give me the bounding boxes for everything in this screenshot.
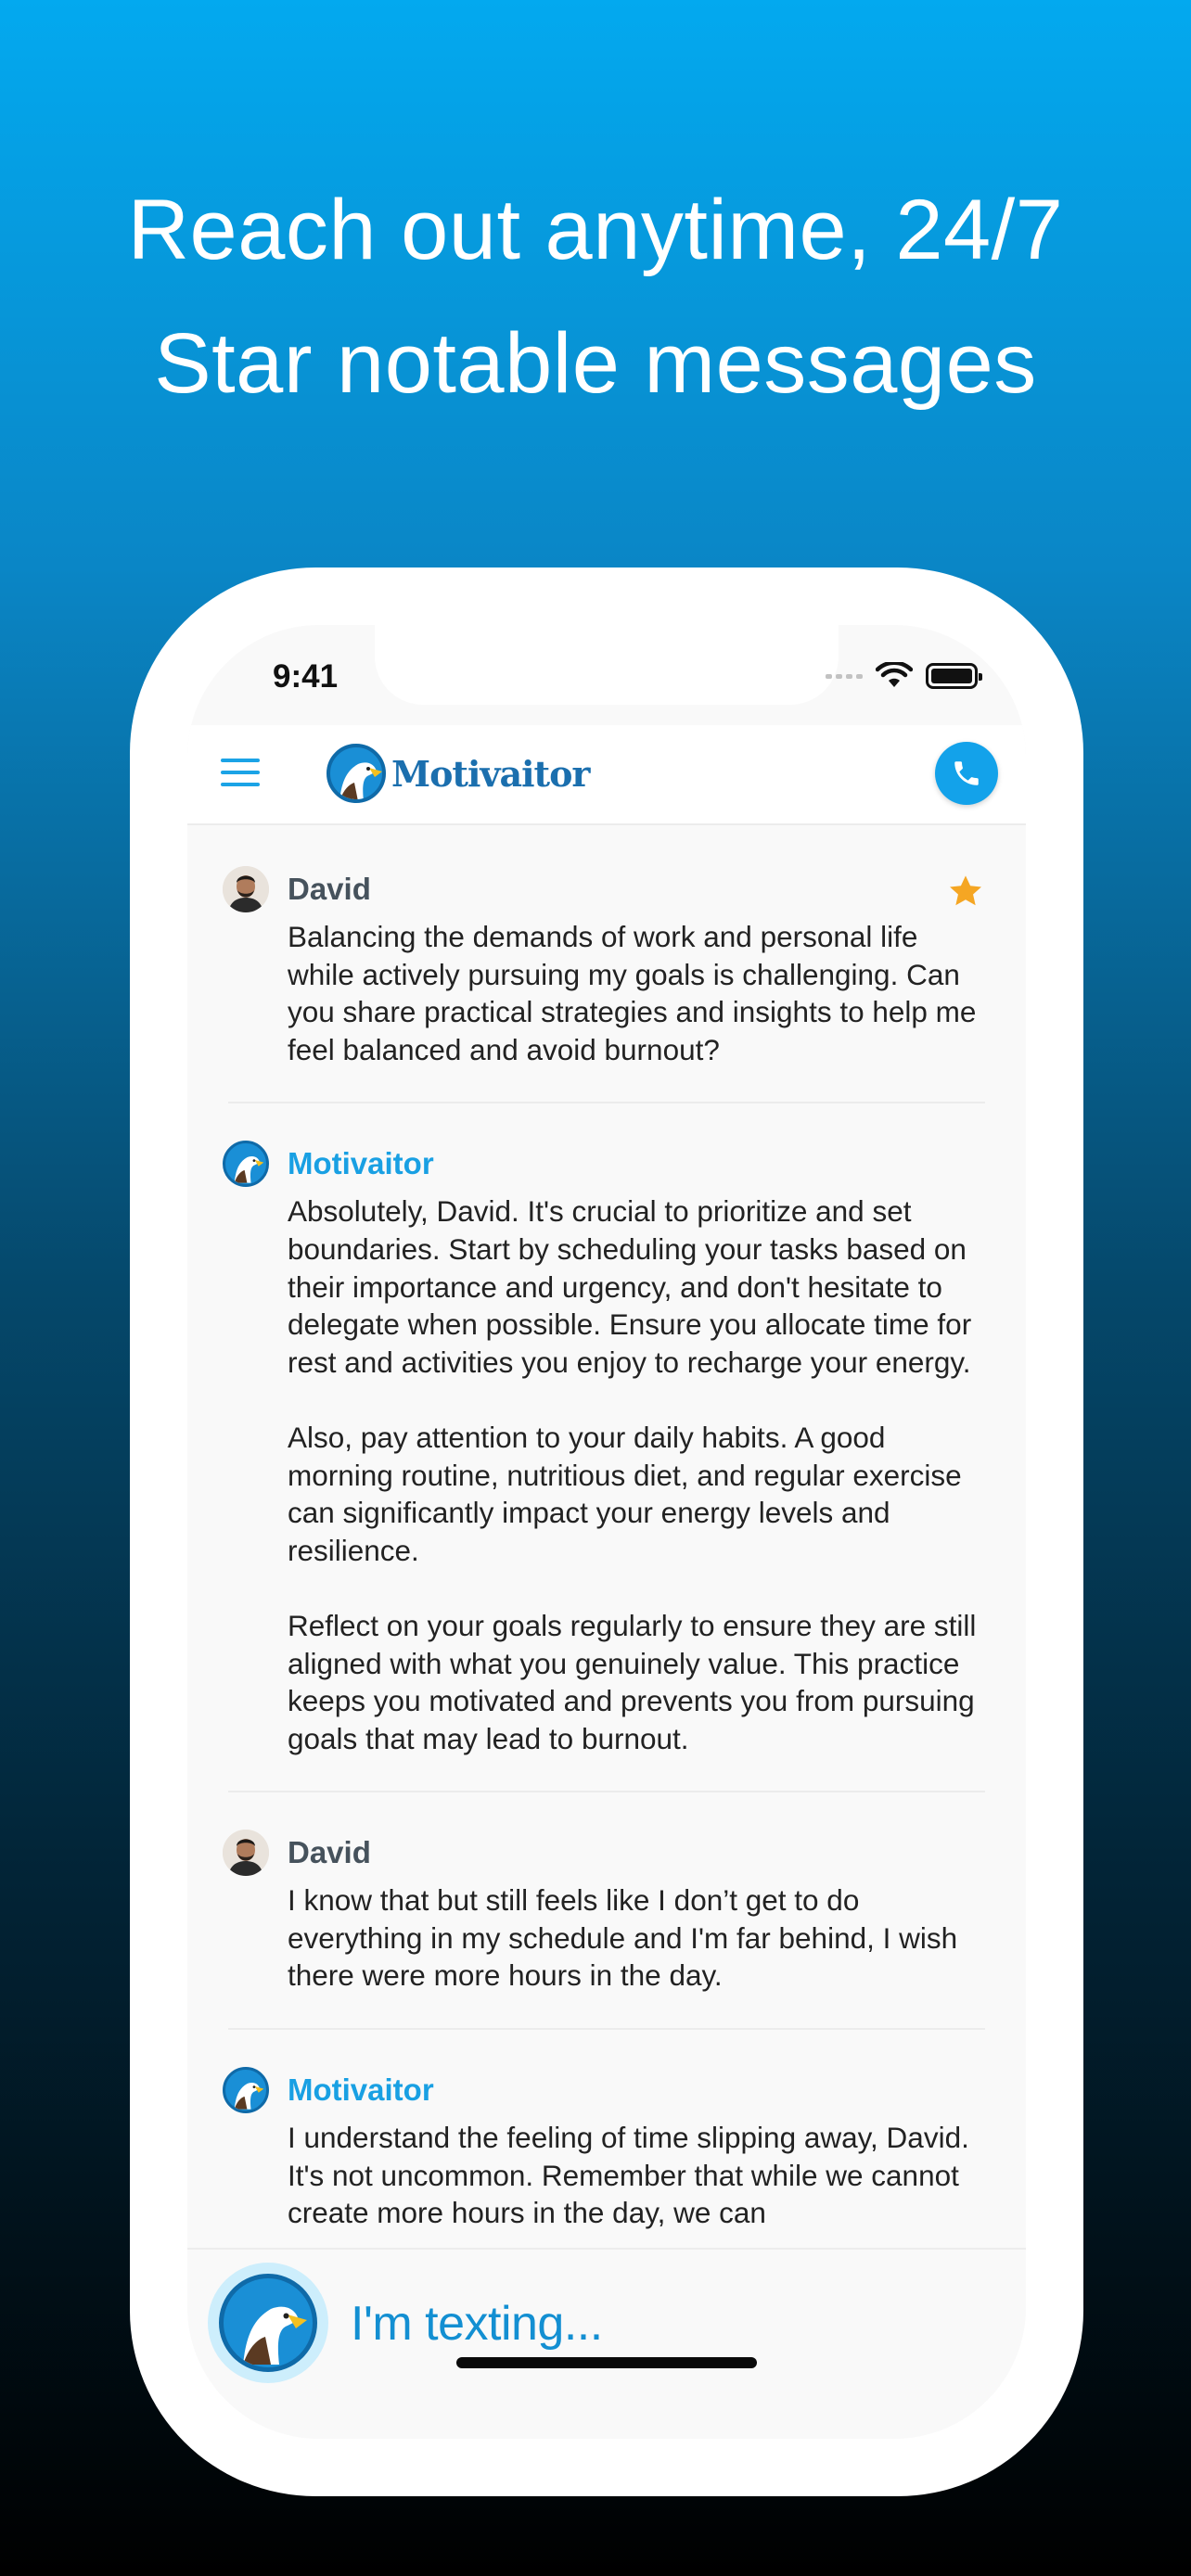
notch: [375, 625, 839, 705]
message-item[interactable]: [187, 827, 1026, 1102]
message-body: [288, 1881, 983, 1995]
headline-line-1: Reach out anytime, 24/7: [127, 183, 1064, 277]
message-body: [288, 2119, 983, 2232]
typing-indicator-bar: [187, 2248, 1026, 2439]
user-avatar: [223, 866, 269, 912]
message-paragraph: I understand the feeling of time slipping away, David. It's not uncommon. Remember that while we cannot create more hours in the day, we can: [288, 2121, 969, 2230]
message-item[interactable]: [187, 1791, 1026, 2028]
message-paragraph: Balancing the demands of work and personal life while actively pursuing my goals is challenging. Can you share practical strategies and insights to help me feel balanced and avoid burnout?: [288, 920, 977, 1066]
home-indicator[interactable]: [456, 2357, 757, 2368]
user-avatar: [223, 1830, 269, 1876]
message-body: [288, 918, 983, 1068]
battery-icon: [926, 663, 978, 689]
message-paragraph: Reflect on your goals regularly to ensure they are still aligned with what you genuinely value. This practice keeps you motivated and prevents you from pursuing goals that may lead to burnout.: [288, 1608, 977, 1755]
status-time: 9:41: [273, 658, 339, 695]
message-item[interactable]: [187, 2028, 1026, 2248]
message-paragraph: Also, pay attention to your daily habits. A good morning routine, nutritious diet, and regular exercise can significantly impact your energy levels and resilience.: [288, 1420, 962, 1567]
bot-avatar: [223, 1141, 269, 1187]
message-sender: Motivaitor: [288, 2072, 434, 2108]
typing-text: I'm texting...: [351, 2297, 603, 2351]
signal-icon: [826, 674, 863, 679]
eagle-avatar-icon: [219, 2274, 317, 2372]
phone-frame: [130, 567, 1083, 2496]
navbar: [187, 725, 1026, 825]
headline-line-2: Star notable messages: [154, 316, 1037, 411]
headline: [0, 163, 1191, 430]
message-sender: David: [288, 1835, 371, 1870]
chat-list[interactable]: [187, 827, 1026, 2248]
hamburger-menu-icon[interactable]: [221, 759, 260, 790]
call-button[interactable]: [935, 742, 998, 805]
star-icon[interactable]: [946, 872, 985, 911]
message-body: [288, 1192, 983, 1757]
brand-name: Motivaitor: [391, 752, 590, 795]
bot-avatar: [223, 2067, 269, 2113]
eagle-logo-icon: [327, 744, 386, 803]
brand: [327, 744, 589, 803]
status-icons: [826, 662, 978, 690]
message-paragraph: Absolutely, David. It's crucial to prioritize and set boundaries. Start by scheduling your tasks based on their importance and urgency, and don't hesitate to delegate when possible. Ensure you allocate time for rest and activities you enjoy to recharge your energy.: [288, 1194, 972, 1379]
wifi-icon: [876, 662, 913, 690]
phone-screen: [187, 625, 1026, 2439]
message-item[interactable]: [187, 1102, 1026, 1791]
message-sender: David: [288, 872, 371, 906]
message-sender: Motivaitor: [288, 1146, 434, 1181]
typing-avatar: [208, 2263, 328, 2383]
phone-icon: [951, 758, 982, 789]
message-paragraph: I know that but still feels like I don’t get to do everything in my schedule and I'm far behind, I wish there were more hours in the day.: [288, 1883, 958, 1993]
